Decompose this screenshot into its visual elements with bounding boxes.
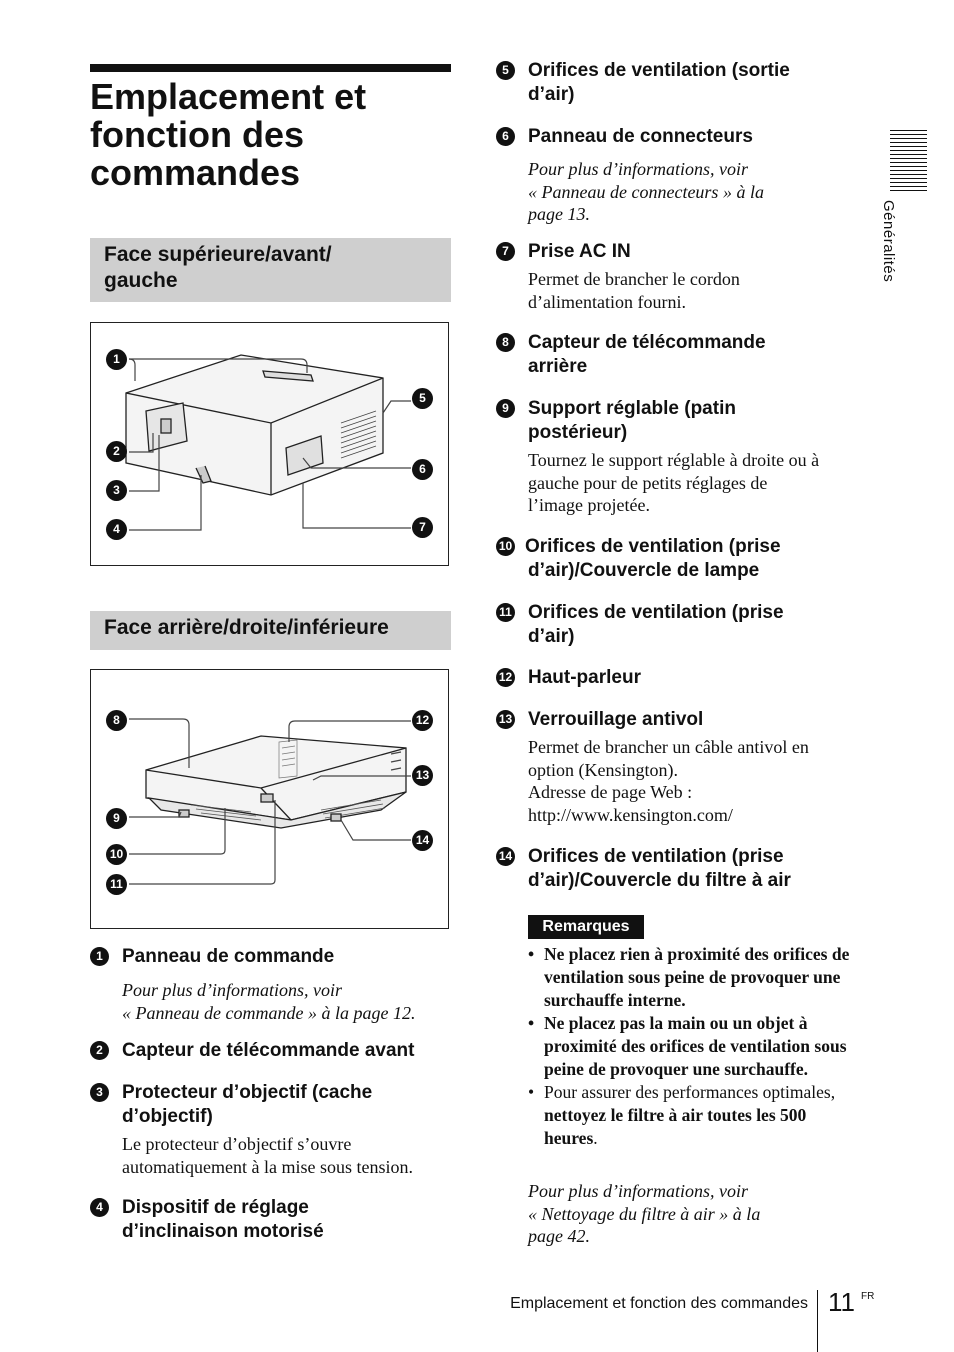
remarks-list <box>528 943 858 1150</box>
item-11 <box>496 601 856 649</box>
remark-text-bold: nettoyez le filtre à air toutes les 500 heures <box>544 1105 807 1148</box>
chapter-tab-label: Généralités <box>880 200 897 283</box>
item-label: Capteur de télécommande avant <box>122 1040 415 1061</box>
callout-badge: 7 <box>412 517 433 538</box>
label-line: d’air) <box>528 626 575 647</box>
item-2 <box>90 1039 460 1063</box>
remark-item: • Ne placez rien à proximité des orifices de ventilation sous peine de provoquer une surchauffe interne. <box>528 943 858 1012</box>
label-line: Protecteur d’objectif (cache <box>122 1082 373 1103</box>
desc-line: « Panneau de connecteurs » à la <box>528 181 764 202</box>
label-line: Capteur de télécommande <box>528 332 766 353</box>
item-number: 4 <box>90 1198 109 1217</box>
item-label: Verrouillage antivol <box>528 709 704 730</box>
item-3-desc <box>122 1133 462 1178</box>
item-10 <box>496 535 856 583</box>
callout-badge: 1 <box>106 349 127 370</box>
label-line: Dispositif de réglage <box>122 1197 309 1218</box>
label-line: d’air)/Couvercle de lampe <box>528 560 760 581</box>
item-label <box>122 1196 324 1244</box>
item-number: 8 <box>496 333 515 352</box>
desc-line: Pour plus d’informations, voir <box>122 980 343 1000</box>
remark-text: . <box>593 1128 598 1148</box>
callout-badge: 13 <box>412 765 433 786</box>
desc-line: Adresse de page Web : <box>528 782 693 802</box>
callout-badge: 10 <box>106 844 127 865</box>
callout-badge: 4 <box>106 519 127 540</box>
item-6 <box>496 125 856 149</box>
item-label: Prise AC IN <box>528 241 631 262</box>
label-line: d’inclinaison motorisé <box>122 1221 324 1242</box>
desc-line: Permet de brancher le cordon <box>528 269 740 289</box>
page-title <box>90 78 470 192</box>
item-8 <box>496 331 856 379</box>
desc-line: Le protecteur d’objectif s’ouvre <box>122 1134 352 1154</box>
item-number: 12 <box>496 668 515 687</box>
item-label <box>122 1081 372 1129</box>
item-3 <box>90 1081 460 1129</box>
projector-illustration-rear <box>91 670 448 928</box>
desc-line: gauche pour de petits réglages de <box>528 472 768 493</box>
item-number: 9 <box>496 399 515 418</box>
label-line: d’objectif) <box>122 1106 213 1127</box>
item-6-desc <box>528 158 858 226</box>
remark-item <box>528 1081 858 1150</box>
remarks-label: Remarques <box>528 915 644 939</box>
chapter-tab <box>875 200 915 310</box>
desc-line: Pour plus d’informations, voir <box>528 159 749 179</box>
item-7 <box>496 240 856 264</box>
label-line: Orifices de ventilation (prise <box>528 846 784 867</box>
item-label <box>528 59 790 107</box>
callout-badge: 14 <box>412 830 433 851</box>
title-line: fonction des <box>90 114 304 155</box>
figure-top-front-left <box>90 322 449 566</box>
item-label: Panneau de commande <box>122 946 335 967</box>
label-line: Orifices de ventilation (prise <box>525 536 781 557</box>
desc-line: option (Kensington). <box>528 759 678 780</box>
label-line: d’air)/Couvercle du filtre à air <box>528 870 791 891</box>
remark-item: • Ne placez pas la main ou un objet à proximité des orifices de ventilation sous peine de provoquer une surchauffe. <box>528 1012 858 1081</box>
item-label: Haut-parleur <box>528 667 641 688</box>
item-9-desc <box>528 449 868 517</box>
label-line: Orifices de ventilation (sortie <box>528 60 790 81</box>
chapter-tab-lines <box>890 130 927 192</box>
footer-title: Emplacement et fonction des commandes <box>510 1295 808 1312</box>
callout-badge: 3 <box>106 480 127 501</box>
item-label <box>528 397 736 445</box>
desc-line: d’alimentation fourni. <box>528 291 686 312</box>
item-9 <box>496 397 856 445</box>
desc-line: Tournez le support réglable à droite ou à <box>528 450 820 470</box>
title-line: Emplacement et <box>90 76 367 117</box>
label-line: arrière <box>528 356 588 377</box>
desc-line: l’image projetée. <box>528 495 650 515</box>
desc-line: page 42. <box>528 1226 590 1246</box>
item-number: 6 <box>496 127 515 146</box>
title-line: commandes <box>90 152 301 193</box>
label-line: postérieur) <box>528 422 628 443</box>
label-line: Support réglable (patin <box>528 398 736 419</box>
section-heading-rear-right-bottom <box>90 611 451 650</box>
item-label <box>528 331 766 379</box>
label-line: d’air) <box>528 84 575 105</box>
desc-line: « Panneau de commande » à la page 12. <box>122 1002 416 1023</box>
language-code: FR <box>861 1291 875 1302</box>
page-number: 11 <box>828 1287 855 1317</box>
remark-text: Pour assurer des performances optimales, <box>544 1082 836 1102</box>
item-number: 13 <box>496 710 515 729</box>
desc-line: Permet de brancher un câble antivol en <box>528 737 809 757</box>
item-12 <box>496 666 856 690</box>
item-number: 5 <box>496 61 515 80</box>
callout-badge: 2 <box>106 441 127 462</box>
title-rule <box>90 64 451 72</box>
item-4 <box>90 1196 460 1244</box>
desc-line: « Nettoyage du filtre à air » à la <box>528 1203 761 1224</box>
item-label <box>528 601 784 649</box>
desc-line: automatiquement à la mise sous tension. <box>122 1156 413 1177</box>
item-label: Panneau de connecteurs <box>528 126 753 147</box>
section-heading-top-front-left <box>90 238 451 302</box>
item-label <box>525 535 781 583</box>
desc-line: http://www.kensington.com/ <box>528 804 733 825</box>
item-5 <box>496 59 856 107</box>
callout-badge: 5 <box>412 388 433 409</box>
item-1-desc <box>122 979 462 1024</box>
callout-badge: 8 <box>106 710 127 731</box>
item-1 <box>90 945 460 969</box>
item-13-desc <box>528 736 868 826</box>
item-13 <box>496 708 856 732</box>
item-7-desc <box>528 268 858 313</box>
item-number: 3 <box>90 1083 109 1102</box>
item-number: 1 <box>90 947 109 966</box>
item-number: 14 <box>496 847 515 866</box>
item-number: 11 <box>496 603 515 622</box>
callout-badge: 11 <box>106 874 127 895</box>
figure-rear-right-bottom <box>90 669 449 929</box>
callout-badge: 9 <box>106 808 127 829</box>
item-number: 2 <box>90 1041 109 1060</box>
section-heading-line: gauche <box>104 269 178 292</box>
desc-line: Pour plus d’informations, voir <box>528 1181 749 1201</box>
projector-illustration-front <box>91 323 448 565</box>
desc-line: page 13. <box>528 204 590 224</box>
remarks-more-info <box>528 1180 858 1248</box>
item-14 <box>496 845 856 893</box>
section-heading-line: Face supérieure/avant/ <box>104 243 332 266</box>
item-number: 10 <box>496 537 515 556</box>
label-line: Orifices de ventilation (prise <box>528 602 784 623</box>
callout-badge: 6 <box>412 459 433 480</box>
item-label <box>528 845 791 893</box>
item-number: 7 <box>496 242 515 261</box>
section-heading-line: Face arrière/droite/inférieure <box>104 616 389 639</box>
callout-badge: 12 <box>412 710 433 731</box>
footer-divider <box>817 1290 818 1352</box>
